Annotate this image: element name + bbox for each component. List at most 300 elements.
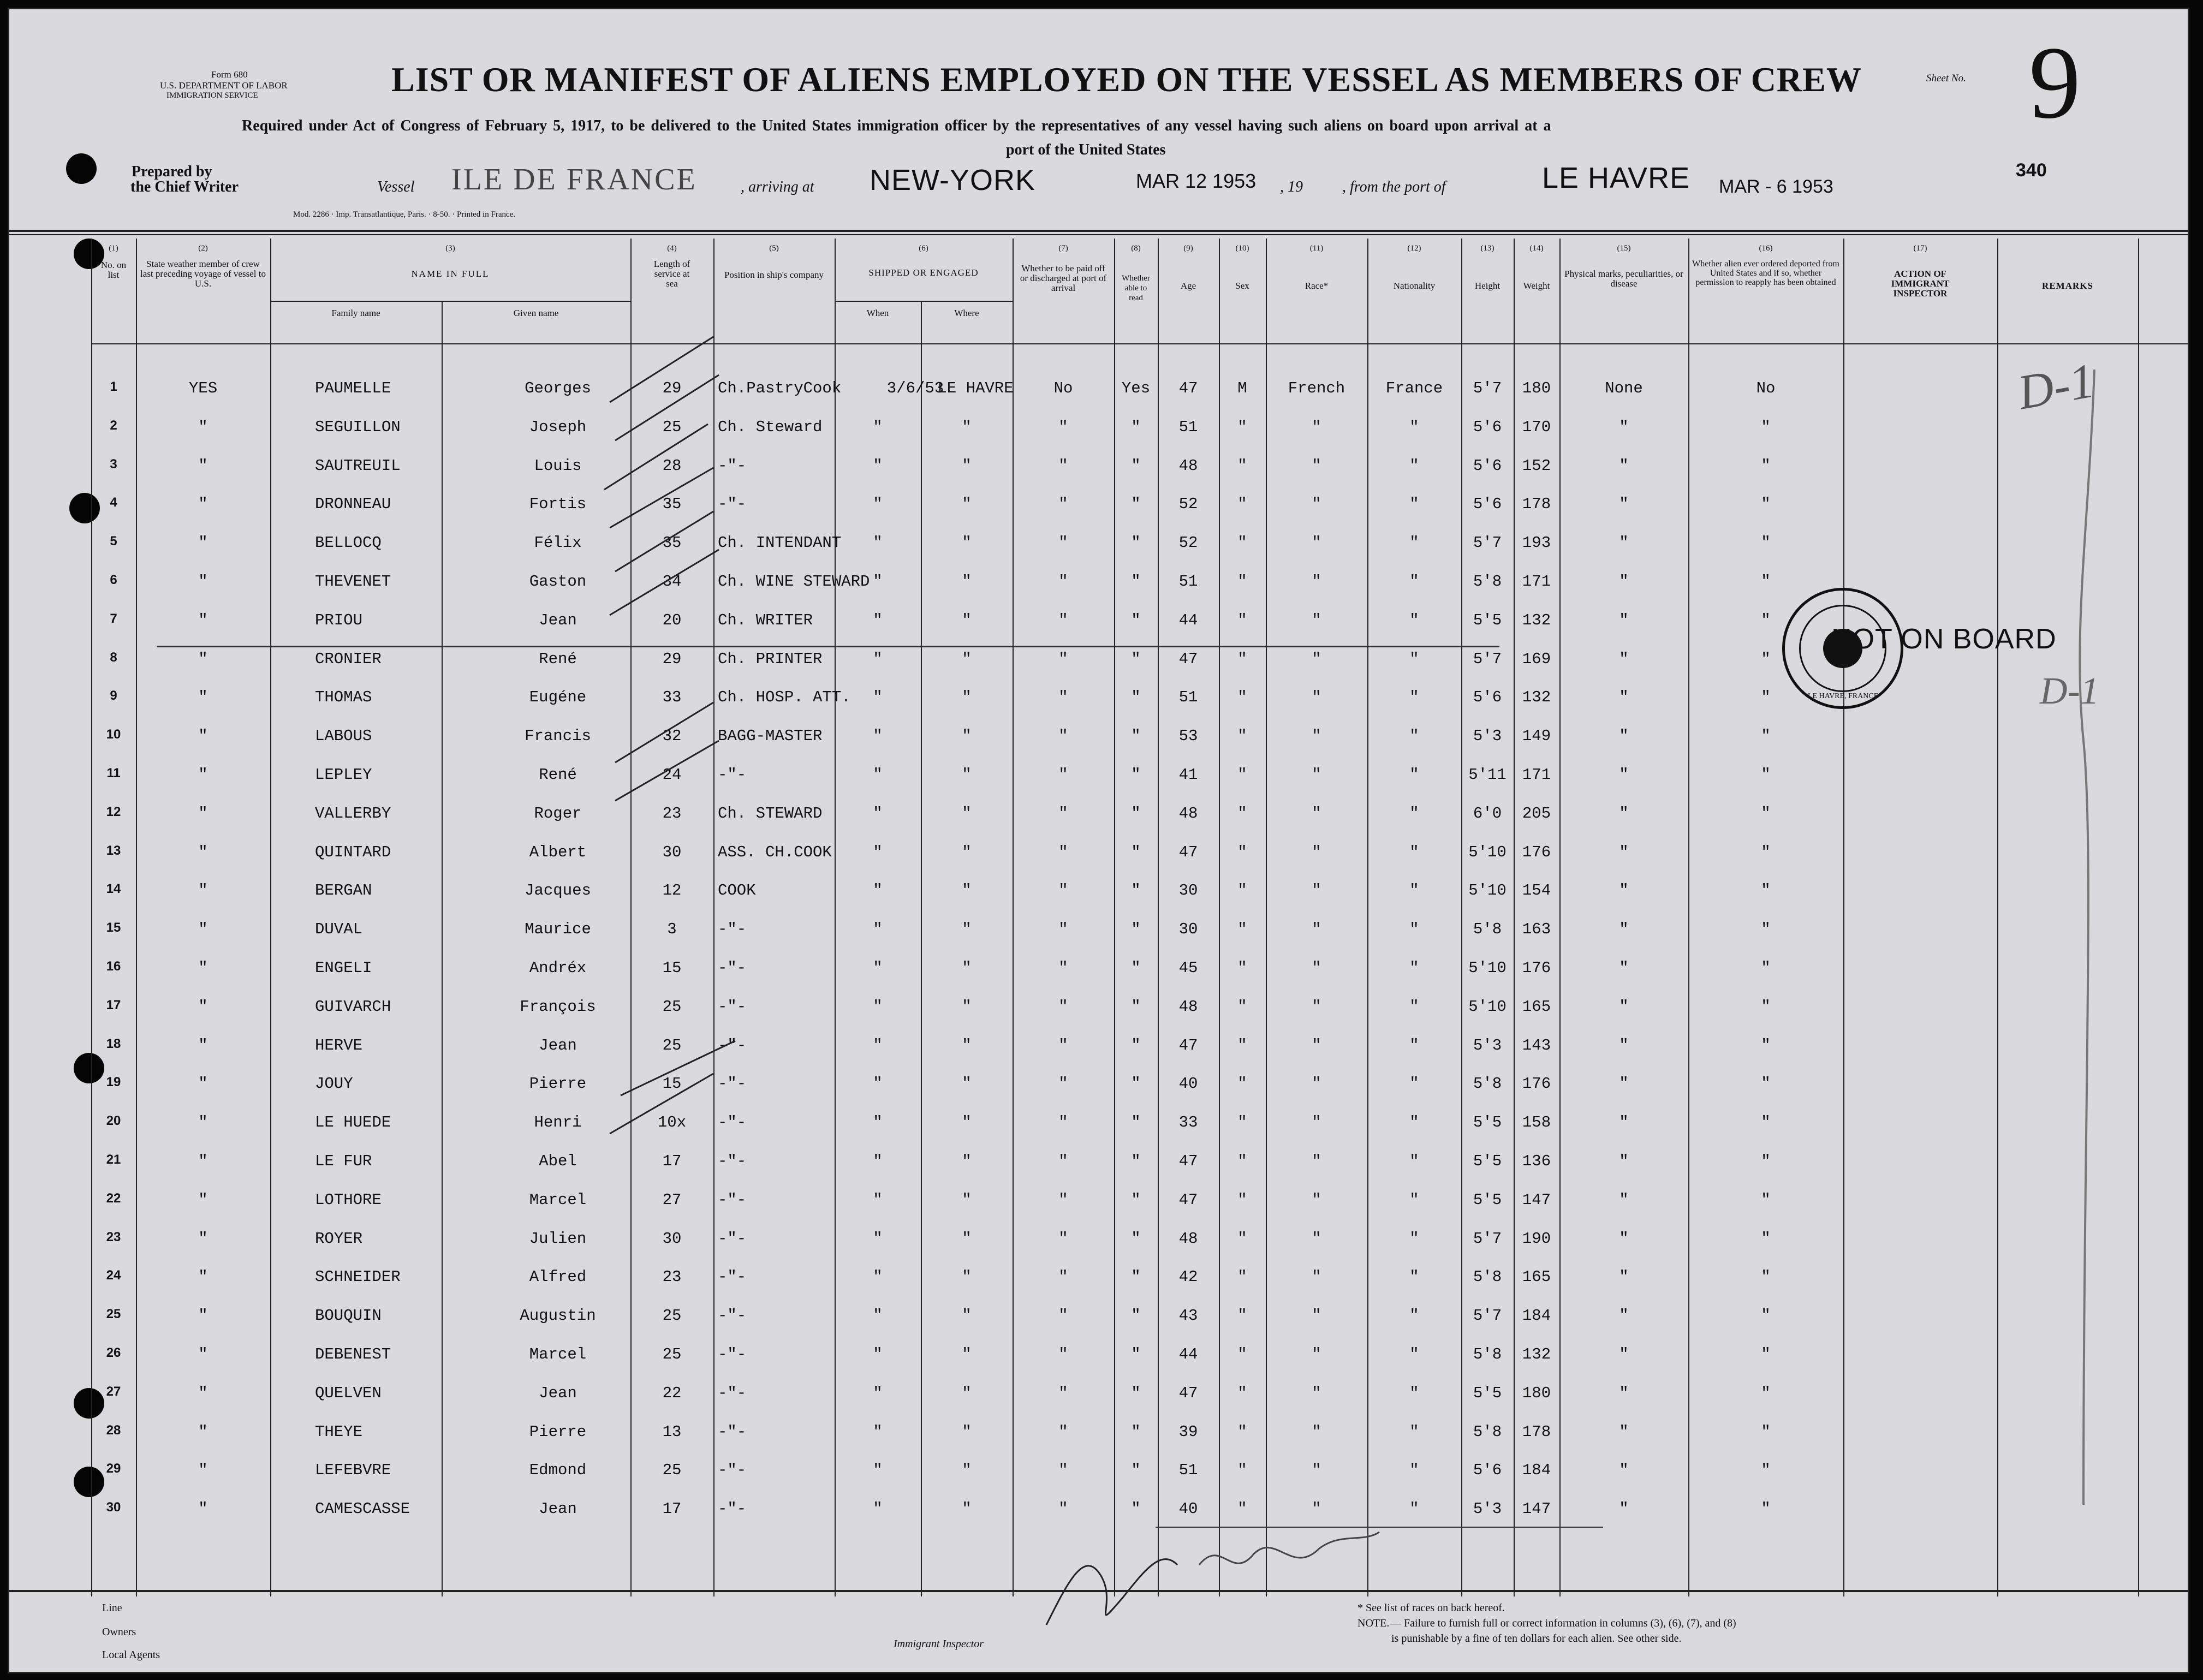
cell-service: 24 [662,766,682,784]
cell-where: " [962,804,972,823]
cell-n: 19 [106,1075,121,1090]
cell-when: " [873,1345,883,1363]
cell-read: " [1131,611,1141,629]
cell-weight: 178 [1522,1422,1551,1441]
footer-note-1: * See list of races on back hereof. [1357,1602,1505,1614]
manifest-title: LIST OR MANIFEST OF ALIENS EMPLOYED ON THE VESSEL AS MEMBERS OF CREW [391,60,1862,99]
cell-read: " [1131,727,1141,746]
cell-race: " [1312,1113,1321,1132]
cell-position: -"- [718,1307,747,1325]
cell-age: 47 [1178,843,1198,861]
page-number: 340 [2016,160,2047,181]
service-checkmarks [577,331,741,1183]
cell-prev: " [198,1229,208,1248]
cell-n: 5 [110,534,117,549]
cell-prev: " [198,1113,208,1132]
table-row [9,791,2189,830]
cell-when: " [873,456,883,475]
cell-nat: " [1409,650,1419,668]
sub-rule-name [270,301,630,302]
table-row [9,521,2189,559]
seal-text-bottom: LE HAVRE, FRANCE [1808,692,1879,700]
cell-read: " [1131,1422,1141,1441]
cell-n: 24 [106,1268,121,1283]
cell-age: 42 [1178,1268,1198,1286]
cell-read: " [1131,920,1141,939]
cell-family: DRONNEAU [315,495,391,514]
cell-given: Julien [529,1229,587,1248]
cell-age: 53 [1178,727,1198,746]
cell-weight: 147 [1522,1500,1551,1518]
cell-height: 5'6 [1473,418,1502,436]
col-6b-header: Where [954,308,979,318]
cell-age: 33 [1178,1113,1198,1132]
cell-height: 5'7 [1473,650,1502,668]
col-3-header: NAME IN FULL [411,269,490,279]
cell-position: -"- [718,920,747,939]
cell-nat: " [1409,804,1419,823]
table-row [9,1062,2189,1100]
cell-service: 25 [662,1345,682,1363]
cell-family: LEFEBVRE [315,1461,391,1480]
cell-phys: " [1619,766,1629,784]
cell-where: " [962,495,972,514]
cell-when: " [873,959,883,977]
cell-nat: " [1409,1500,1419,1518]
cell-age: 47 [1178,1152,1198,1170]
cell-n: 12 [106,804,121,819]
cell-nat: " [1409,1075,1419,1093]
col-14-number: (14) [1529,244,1544,253]
cell-where: " [962,1461,972,1480]
table-row [9,985,2189,1023]
cell-race: " [1312,1075,1321,1093]
inspector-signature [1035,1516,1385,1647]
cell-service: 30 [662,1229,682,1248]
cell-given: René [539,650,577,668]
cell-service: 15 [662,959,682,977]
cell-sex: " [1237,1384,1247,1402]
col-6-number: (6) [919,244,928,253]
cell-when: " [873,650,883,668]
cell-dep: " [1761,418,1771,436]
cell-dep: " [1761,1461,1771,1480]
cell-given: Joseph [529,418,587,436]
cell-given: Eugéne [529,688,587,707]
cell-given: Marcel [529,1345,587,1363]
cell-where: " [962,997,972,1016]
cell-family: SCHNEIDER [315,1268,401,1286]
cell-dep: " [1761,1229,1771,1248]
cell-given: Augustin [520,1307,596,1325]
cell-sex: " [1237,727,1247,746]
cell-weight: 136 [1522,1152,1551,1170]
cell-read: " [1131,843,1141,861]
cell-n: 7 [110,611,117,626]
table-row [9,366,2189,404]
cell-weight: 178 [1522,495,1551,514]
col-12-number: (12) [1407,244,1421,253]
cell-read: " [1131,1345,1141,1363]
cell-n: 21 [106,1152,121,1167]
cell-age: 51 [1178,1461,1198,1480]
cell-prev: " [198,1345,208,1363]
cell-read: " [1131,1113,1141,1132]
cell-position: -"- [718,1500,747,1518]
cell-n: 22 [106,1190,121,1206]
cell-paid: " [1058,456,1068,475]
cell-weight: 158 [1522,1113,1551,1132]
cell-paid: " [1058,495,1068,514]
cell-read: " [1131,1036,1141,1055]
cell-position: BAGG-MASTER [718,727,823,746]
cell-paid: " [1058,611,1068,629]
table-row [9,1255,2189,1293]
form-number: Form 680 [211,69,248,80]
cell-given: Jean [539,1036,577,1055]
cell-age: 30 [1178,920,1198,939]
prepared-by: Prepared by [132,163,212,180]
cell-age: 45 [1178,959,1198,977]
cell-n: 3 [110,456,117,472]
col-17-header: ACTION OF IMMIGRANT INSPECTOR [1891,269,1950,299]
cell-weight: 169 [1522,650,1551,668]
cell-family: BELLOCQ [315,534,382,552]
cell-service: 35 [662,534,682,552]
cell-n: 18 [106,1036,121,1051]
cell-where: " [962,727,972,746]
col-7-header: Whether to be paid off or discharged at port of arrival [1020,263,1107,293]
cell-sex: " [1237,1268,1247,1286]
col-13-number: (13) [1480,244,1495,253]
cell-sex: " [1237,997,1247,1016]
cell-dep: " [1761,920,1771,939]
cell-prev: " [198,881,208,900]
cell-family: LOTHORE [315,1190,382,1209]
cell-weight: 152 [1522,456,1551,475]
cell-dep: " [1761,1152,1771,1170]
cell-weight: 176 [1522,843,1551,861]
cell-prev: " [198,1190,208,1209]
signature-line [1156,1527,1603,1528]
cell-age: 52 [1178,534,1198,552]
arriving-label: , arriving at [741,178,814,195]
cell-read: " [1131,534,1141,552]
sheet-number: 9 [2029,26,2081,140]
department: U.S. DEPARTMENT OF LABOR [160,80,288,91]
cell-dep: " [1761,573,1771,591]
cell-height: 5'8 [1473,920,1502,939]
cell-given: Francis [525,727,591,746]
cell-n: 4 [110,495,117,510]
cell-weight: 132 [1522,1345,1551,1363]
cell-n: 10 [106,727,121,742]
cell-position: Ch. WRITER [718,611,813,629]
cell-paid: " [1058,1500,1068,1518]
cell-n: 1 [110,379,117,394]
cell-prev: " [198,843,208,861]
cell-service: 15 [662,1075,682,1093]
cell-service: 13 [662,1422,682,1441]
cell-race: " [1312,843,1321,861]
departure-port: LE HAVRE [1542,162,1690,194]
cell-service: 35 [662,495,682,514]
cell-nat: " [1409,881,1419,900]
cell-when: " [873,804,883,823]
cell-phys: " [1619,688,1629,707]
cell-height: 5'8 [1473,1268,1502,1286]
cell-dep: " [1761,1384,1771,1402]
cell-race: " [1312,1152,1321,1170]
sub-rule-shipped [835,301,1013,302]
cell-nat: France [1385,379,1443,397]
cell-race: " [1312,573,1321,591]
cell-phys: " [1619,1229,1629,1248]
cell-dep: " [1761,1307,1771,1325]
cell-dep: " [1761,1190,1771,1209]
cell-family: CRONIER [315,650,382,668]
cell-nat: " [1409,1345,1419,1363]
col-4-header: Length of service at sea [653,259,690,289]
cell-given: Jean [539,1384,577,1402]
cell-n: 6 [110,573,117,587]
cell-prev: " [198,1384,208,1402]
cell-position: -"- [718,1190,747,1209]
col-5-header: Position in ship's company [724,270,824,280]
cell-service: 3 [667,920,677,939]
cell-weight: 165 [1522,1268,1551,1286]
cell-paid: " [1058,418,1068,436]
cell-service: 22 [662,1384,682,1402]
cell-weight: 163 [1522,920,1551,939]
cell-where: " [962,650,972,668]
cell-age: 40 [1178,1075,1198,1093]
cell-family: CAMESCASSE [315,1500,410,1518]
cell-prev: " [198,688,208,707]
cell-phys: " [1619,1075,1629,1093]
cell-nat: " [1409,1113,1419,1132]
cell-dep: " [1761,766,1771,784]
cell-paid: " [1058,1461,1068,1480]
cell-when: " [873,881,883,900]
cell-age: 39 [1178,1422,1198,1441]
cell-height: 5'3 [1473,1036,1502,1055]
cell-service: 28 [662,456,682,475]
cell-when: " [873,418,883,436]
cell-sex: " [1237,456,1247,475]
cell-phys: " [1619,804,1629,823]
cell-where: LE HAVRE [937,379,1014,397]
table-row [9,907,2189,945]
cell-n: 11 [106,766,121,781]
cell-given: François [520,997,596,1016]
cell-age: 47 [1178,1384,1198,1402]
cell-nat: " [1409,1152,1419,1170]
cell-read: " [1131,495,1141,514]
year-label: , 19 [1280,178,1303,195]
cell-dep: " [1761,1268,1771,1286]
cell-when: " [873,1384,883,1402]
cell-when: " [873,1422,883,1441]
cell-service: 12 [662,881,682,900]
cell-sex: " [1237,1190,1247,1209]
cell-position: -"- [718,456,747,475]
cell-given: Pierre [529,1422,587,1441]
cell-prev: " [198,804,208,823]
cell-race: " [1312,1307,1321,1325]
cell-weight: 143 [1522,1036,1551,1055]
cell-read: " [1131,1384,1141,1402]
cell-n: 14 [106,881,121,897]
col-13-header: Height [1474,281,1501,291]
cell-dep: " [1761,534,1771,552]
cell-given: Maurice [525,920,591,939]
cell-n: 30 [106,1500,121,1515]
cell-position: Ch. WINE STEWARD [718,573,870,591]
cell-height: 5'5 [1473,1113,1502,1132]
cell-dep: " [1761,1500,1771,1518]
cell-paid: " [1058,727,1068,746]
cell-family: LEPLEY [315,766,372,784]
cell-family: BERGAN [315,881,372,900]
cell-dep: " [1761,688,1771,707]
cell-n: 13 [106,843,121,858]
cell-n: 25 [106,1307,121,1322]
cell-where: " [962,1152,972,1170]
cell-family: DEBENEST [315,1345,391,1363]
table-row [9,1217,2189,1255]
cell-given: René [539,766,577,784]
cell-race: " [1312,727,1321,746]
cell-n: 26 [106,1345,121,1360]
cell-service: 23 [662,804,682,823]
cell-read: " [1131,1461,1141,1480]
cell-service: 25 [662,1036,682,1055]
table-row [9,1139,2189,1177]
cell-family: HERVE [315,1036,363,1055]
cell-when: " [873,727,883,746]
cell-paid: " [1058,1384,1068,1402]
table-row [9,444,2189,482]
cell-dep: " [1761,495,1771,514]
cell-prev: " [198,456,208,475]
cell-race: " [1312,650,1321,668]
cell-paid: " [1058,959,1068,977]
table-row [9,1332,2189,1371]
cell-weight: 165 [1522,997,1551,1016]
table-row [9,946,2189,984]
cell-sex: " [1237,688,1247,707]
header-rule-2 [9,234,2189,235]
cell-prev: " [198,727,208,746]
cell-read: " [1131,418,1141,436]
cell-age: 40 [1178,1500,1198,1518]
cell-phys: " [1619,1384,1629,1402]
cell-nat: " [1409,611,1419,629]
cell-height: 5'10 [1468,997,1507,1016]
col-8-header: Whether able to read [1122,274,1150,302]
cell-race: " [1312,1190,1321,1209]
cell-phys: " [1619,959,1629,977]
cell-weight: 170 [1522,418,1551,436]
cell-race: " [1312,495,1321,514]
cell-prev: " [198,418,208,436]
cell-paid: " [1058,688,1068,707]
cell-position: Ch. STEWARD [718,804,823,823]
footer-owners: Owners [102,1626,136,1638]
cell-where: " [962,1268,972,1286]
cell-when: " [873,997,883,1016]
cell-paid: " [1058,1345,1068,1363]
cell-nat: " [1409,1384,1419,1402]
cell-family: THEYE [315,1422,363,1441]
cell-paid: " [1058,1152,1068,1170]
cell-race: " [1312,881,1321,900]
cell-sex: " [1237,1113,1247,1132]
cell-family: SEGUILLON [315,418,401,436]
cell-paid: " [1058,1113,1068,1132]
cell-service: 32 [662,727,682,746]
arrival-date: MAR 12 1953 [1136,170,1257,192]
cell-position: -"- [718,1075,747,1093]
cell-service: 25 [662,418,682,436]
cell-height: 5'6 [1473,1461,1502,1480]
cell-height: 5'7 [1473,379,1502,397]
cell-family: ROYER [315,1229,363,1248]
cell-age: 47 [1178,1190,1198,1209]
cell-family: THEVENET [315,573,391,591]
cell-dep: " [1761,456,1771,475]
cell-n: 9 [110,688,117,704]
table-row [9,1371,2189,1409]
cell-position: -"- [718,1036,747,1055]
cell-weight: 193 [1522,534,1551,552]
cell-phys: " [1619,573,1629,591]
cell-family: QUINTARD [315,843,391,861]
cell-weight: 176 [1522,1075,1551,1093]
punch-hole [66,153,97,184]
table-row [9,830,2189,868]
cell-service: 17 [662,1500,682,1518]
cell-n: 29 [106,1461,121,1476]
cell-service: 30 [662,843,682,861]
cell-phys: " [1619,1152,1629,1170]
col-15-header: Physical marks, peculiarities, or disease [1564,269,1683,289]
cell-age: 48 [1178,804,1198,823]
cell-given: Georges [525,379,591,397]
cell-prev: " [198,573,208,591]
cell-weight: 154 [1522,881,1551,900]
cell-sex: " [1237,1036,1247,1055]
cell-sex: " [1237,920,1247,939]
table-row [9,868,2189,907]
cell-nat: " [1409,727,1419,746]
cell-when: " [873,843,883,861]
cell-position: -"- [718,959,747,977]
cell-read: " [1131,959,1141,977]
cell-race: " [1312,1461,1321,1480]
cell-height: 5'7 [1473,1307,1502,1325]
cell-race: " [1312,534,1321,552]
cell-family: DUVAL [315,920,363,939]
remark-handwritten-1: D-1 [2014,353,2099,420]
col-2-number: (2) [198,244,208,253]
cell-sex: " [1237,1422,1247,1441]
cell-nat: " [1409,1422,1419,1441]
table-row [9,405,2189,443]
cell-height: 5'11 [1468,766,1507,784]
cell-given: Roger [534,804,582,823]
